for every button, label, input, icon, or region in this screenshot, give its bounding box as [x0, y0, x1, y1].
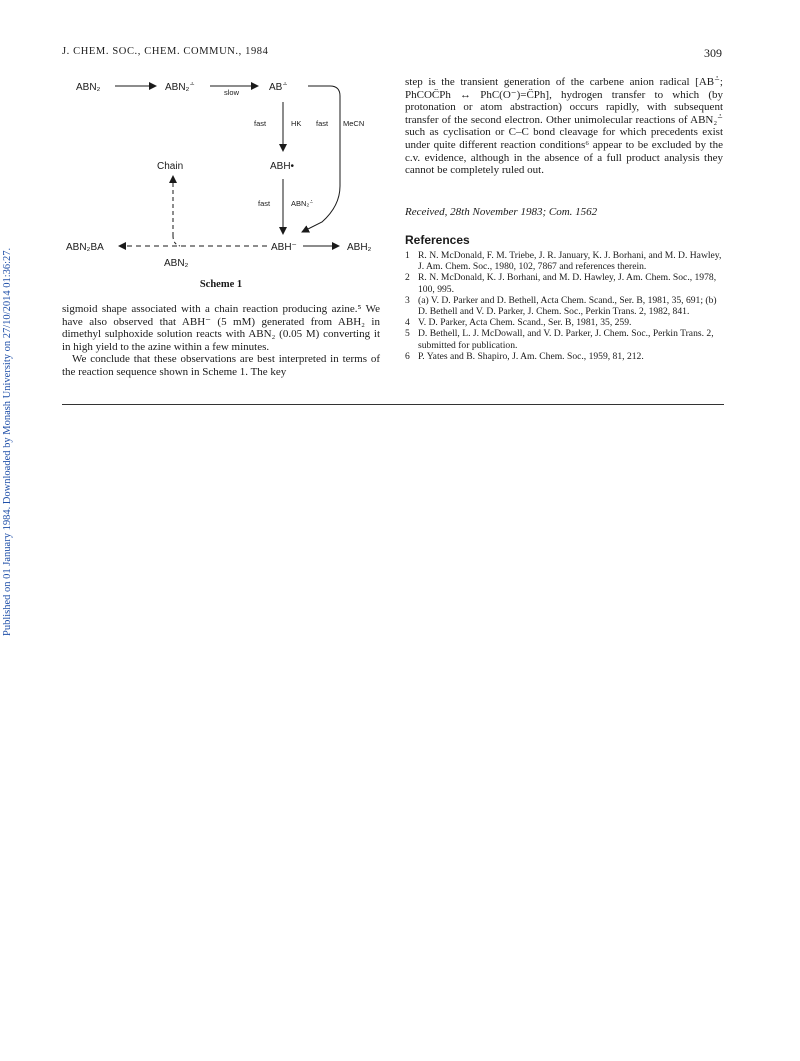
arrow-mecn-bypass — [302, 86, 340, 232]
right-column — [405, 76, 723, 177]
reference-item: 6 P. Yates and B. Shapiro, J. Am. Chem. Soc., 1959, 81, 212. — [405, 350, 644, 362]
reference-item: 1 R. N. McDonald, F. M. Triebe, J. R. January, K. J. Borhani, and M. D. Hawley, J. Am. Chem. Soc., 1980, 102, 7867 and references therein. — [405, 250, 722, 273]
right-paragraph-1: step is the transient generation of the carbene anion radical [AB⁻̇; PhCOC̈Ph ↔ PhC(O⁻)=C̈Ph], hydrogen transfer to which (by protonation or atom abstraction) occurs rapidly, with subsequent transfer of the second electron. Other unimolecular reactions of ABN₂⁻̇ such as cyclisation or C–C bond cleavage for which precedents exist under quite different reaction conditions⁶ appear to be excluded by the c.v. evidence, although in the absence of a full product analysis they cannot be completely ruled out. — [405, 76, 723, 177]
scheme-hk-label: HK — [291, 119, 302, 128]
received-date: Received, 28th November 1983; Com. 1562 — [405, 206, 598, 218]
scheme-abn2-reagent: ABN₂⁻̇ — [291, 199, 314, 208]
download-watermark: Published on 01 January 1984. Downloaded by Monash University on 27/10/2014 01:36:27. — [2, 247, 13, 636]
scheme-abh2: ABH₂ — [347, 242, 372, 253]
reference-item: 2 R. N. McDonald, K. J. Borhani, and M. D. Hawley, J. Am. Chem. Soc., 1978, 100, 995. — [405, 272, 717, 295]
scheme-fast-label-lower: fast — [258, 199, 271, 208]
page-rule — [62, 404, 724, 405]
scheme-1-diagram — [62, 74, 382, 274]
references-heading: References — [405, 233, 470, 247]
reference-item: 3 (a) V. D. Parker and D. Bethell, Acta Chem. Scand., Ser. B, 1981, 35, 691; (b) D. Bethell and V. D. Parker, J. Chem. Soc., Perkin Trans. 2, 1982, 841. — [405, 294, 717, 318]
scheme-slow-label: slow — [224, 88, 240, 97]
left-paragraph-2: We conclude that these observations are best interpreted in terms of the reaction sequence shown in Scheme 1. The key — [62, 353, 380, 378]
scheme-abn2-radical-anion: ABN₂⁻̇ — [165, 82, 195, 93]
scheme-ab-radical-anion: AB⁻̇ — [269, 82, 288, 93]
scheme-fast-label-right: fast — [316, 119, 329, 128]
scheme-abh-radical: ABH• — [270, 161, 295, 172]
references-list — [405, 250, 723, 362]
scheme-abh-anion: ABH⁻ — [271, 242, 297, 253]
scheme-caption: Scheme 1 — [199, 279, 243, 290]
page-number: 309 — [704, 46, 722, 60]
scheme-abn2-start: ABN₂ — [76, 82, 101, 93]
scheme-abn2ba: ABN₂BA — [66, 242, 104, 253]
running-header: J. CHEM. SOC., CHEM. COMMUN., 1984 — [62, 46, 269, 57]
scheme-chain-label: Chain — [157, 161, 184, 172]
reference-item: 5 D. Bethell, L. J. McDowall, and V. D. Parker, J. Chem. Soc., Perkin Trans. 2, submitted for publication. — [405, 328, 714, 351]
chain-branch-curve — [173, 236, 180, 246]
scheme-fast-label-left: fast — [254, 119, 267, 128]
scheme-mecn-label: MeCN — [343, 119, 365, 128]
left-paragraph-1: sigmoid shape associated with a chain reaction producing azine.⁵ We have also observed that ABH⁻ (5 mM) generated from ABH₂ in dimethyl sulphoxide solution reacts with ABN₂ (0.05 M) converting it in high yield to the azine within a few minutes. — [62, 303, 380, 353]
left-column — [62, 303, 380, 379]
scheme-abn2-bottom: ABN₂ — [164, 258, 189, 269]
reference-item: 4 V. D. Parker, Acta Chem. Scand., Ser. B, 1981, 35, 259. — [405, 317, 632, 329]
